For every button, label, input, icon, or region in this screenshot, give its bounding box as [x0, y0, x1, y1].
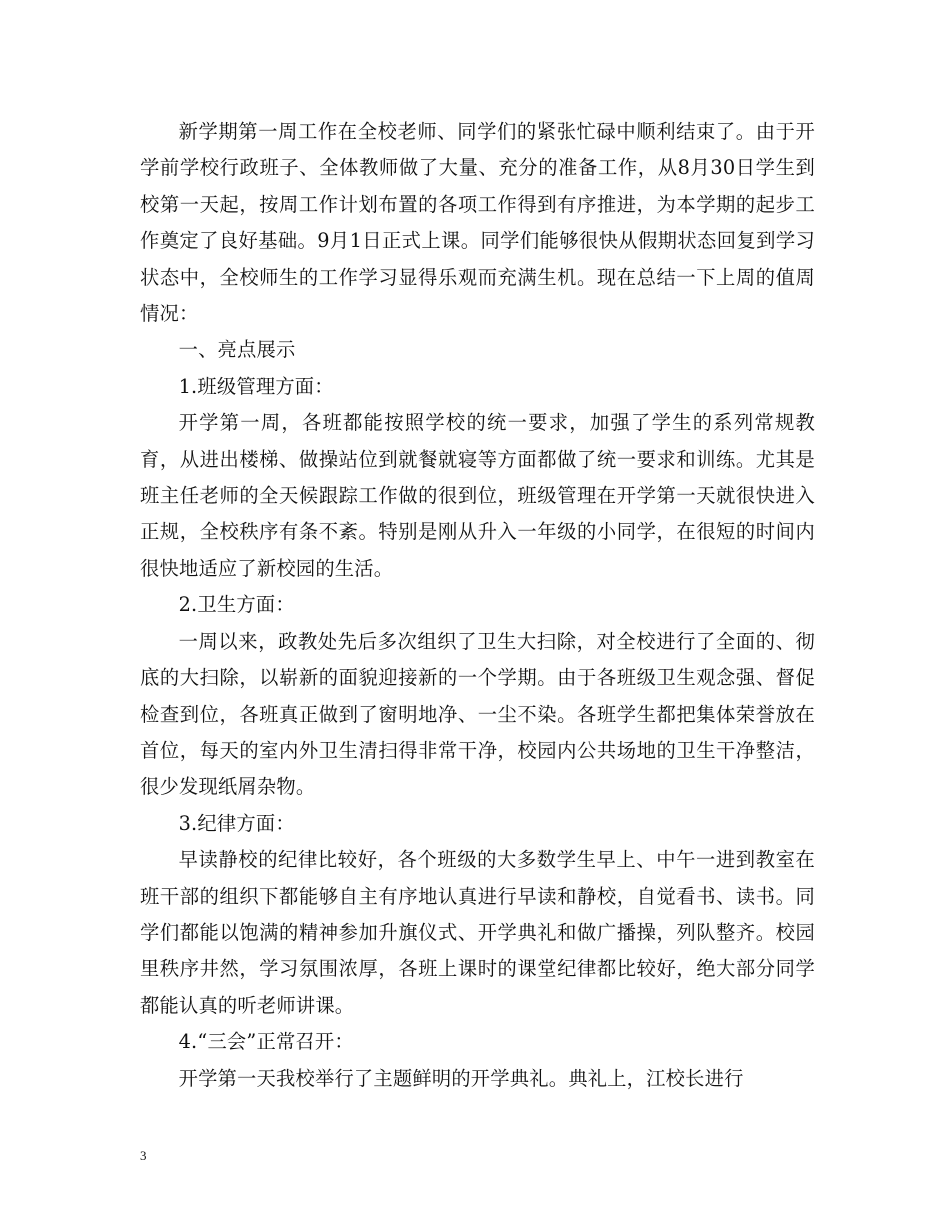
subheading-discipline: 3.纪律方面：: [178, 811, 295, 835]
intro-paragraph: 新学期第一周工作在全校老师、同学们的紧张忙碌中顺利结束了。由于开学前学校行政班子、全体教师做了大量、充分的准备工作，从8月30日学生到校第一天起，按周工作计划布置的各项工作得到有序推进，为本学期的起步工作奠定了良好基础。9月1日正式上课。同学们能够很快从假期状态回复到学习状态中，全校师生的工作学习显得乐观而充满生机。现在总结一下上周的值周情况：: [140, 120, 815, 326]
subheading-hygiene: 2.卫生方面：: [178, 593, 295, 617]
hygiene-paragraph: 一周以来，政教处先后多次组织了卫生大扫除，对全校进行了全面的、彻底的大扫除，以崭新的面貌迎接新的一个学期。由于各班级卫生观念强、督促检查到位，各班真正做到了窗明地净、一尘不染。各班学生都把集体荣誉放在首位，每天的室内外卫生清扫得非常干净，校园内公共场地的卫生干净整洁，很少发现纸屑杂物。: [140, 629, 815, 799]
document-body: [140, 114, 815, 1097]
class-management-paragraph: 开学第一周，各班都能按照学校的统一要求，加强了学生的系列常规教育，从进出楼梯、做操站位到就餐就寝等方面都做了统一要求和训练。尤其是班主任老师的全天候跟踪工作做的很到位，班级管理在开学第一天就很快进入正规，全校秩序有条不紊。特别是刚从升入一年级的小同学，在很短的时间内很快地适应了新校园的生活。: [140, 411, 815, 580]
discipline-paragraph: 早读静校的纪律比较好，各个班级的大多数学生早上、中午一进到教室在班干部的组织下都能够自主有序地认真进行早读和静校，自觉看书、读书。同学们都能以饱满的精神参加升旗仪式、开学典礼和做广播操，列队整齐。校园里秩序井然，学习氛围浓厚，各班上课时的课堂纪律都比较好，绝大部分同学都能认真的听老师讲课。: [140, 848, 815, 1017]
three-meetings-paragraph: 开学第一天我校举行了主题鲜明的开学典礼。典礼上，江校长进行: [178, 1066, 744, 1090]
page-number: 3: [140, 1148, 147, 1163]
subheading-three-meetings: 4.“三会”正常召开：: [178, 1030, 354, 1054]
section-heading-highlights: 一、亮点展示: [178, 338, 296, 362]
subheading-class-management: 1.班级管理方面：: [178, 374, 334, 398]
